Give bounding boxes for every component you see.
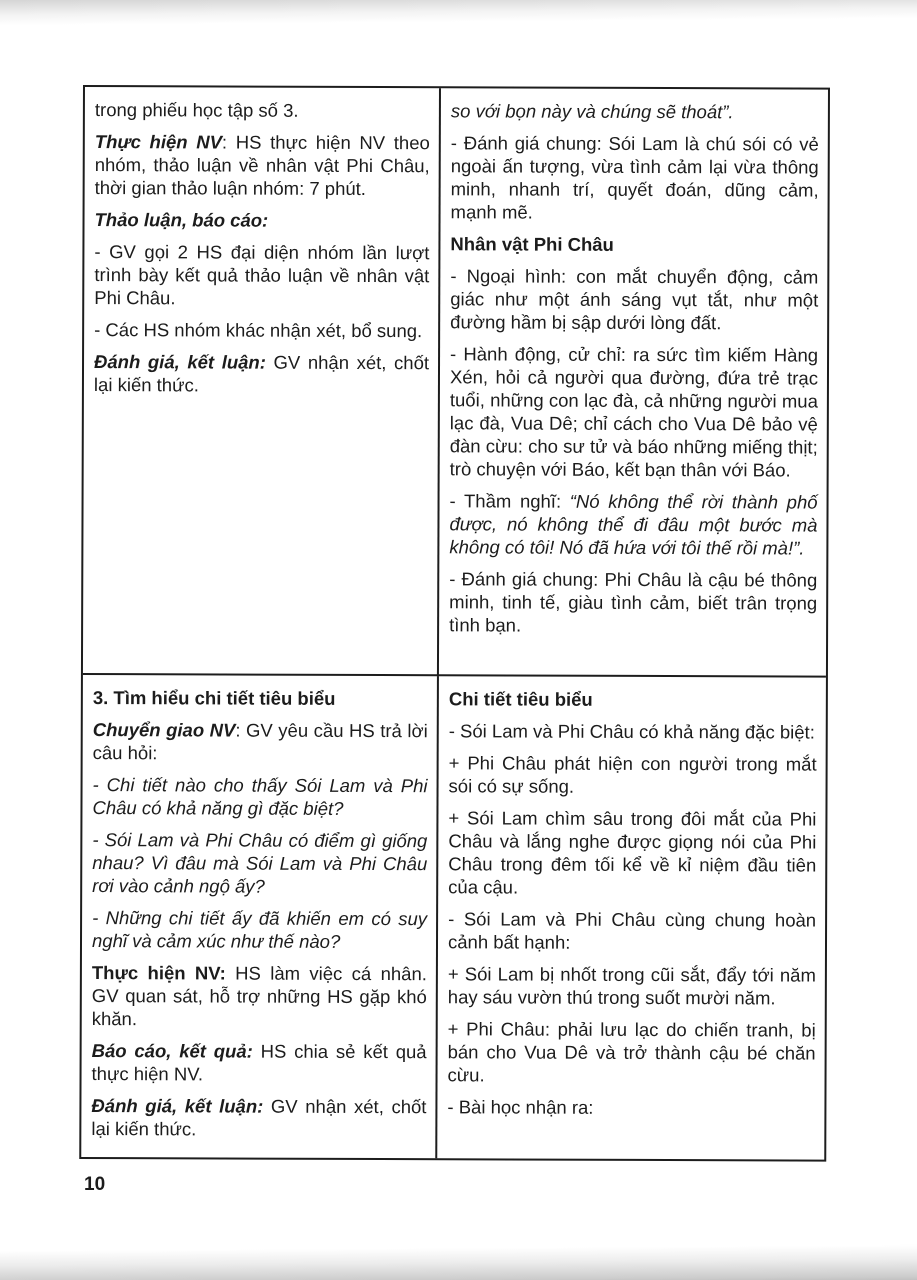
para-kha-nang-dac-biet: - Sói Lam và Phi Châu có khả năng đặc biệt: [448, 720, 815, 743]
para-gv-goi-2-hs: - GV gọi 2 HS đại diện nhóm lần lượt trình bày kết quả thảo luận về nhân vật Phi Châu. [94, 241, 430, 309]
run-danh-gia-2-lead: Đánh giá, kết luận: [91, 1095, 264, 1117]
para-soi-lam-chim-sau: + Sói Lam chìm sâu trong đôi mắt của Phi Châu và lắng nghe được giọng nói của Phi Châu trong đêm tối kể về kỉ niệm đầu tiên của cậu. [448, 807, 817, 898]
run-thuc-hien-2-lead: Thực hiện NV: [91, 962, 226, 984]
run-thuc-hien-2-rest: HS làm việc cá nhân. GV quan sát, hỗ trợ những HS gặp khó khăn. [91, 962, 427, 1030]
heading-chi-tiet-tieu-bieu: Chi tiết tiêu biểu [448, 688, 593, 710]
para-question-3: - Những chi tiết ấy đã khiến em có suy nghĩ và cảm xúc như thế nào? [91, 907, 428, 952]
table-row-2 [81, 675, 826, 1160]
para-bao-cao-ket-qua [92, 1039, 427, 1086]
para-ngoai-hinh: - Ngoại hình: con mắt chuyển động, cảm giác như một ánh sáng vụt tắt, như một đường hầm bị sập dưới lòng đất. [450, 265, 819, 334]
run-chuyen-giao-rest: : GV yêu cầu HS trả lời câu hỏi: [92, 719, 428, 764]
scan-edge-bottom [0, 1245, 917, 1280]
para-bai-hoc-nhan-ra: - Bài học nhận ra: [447, 1096, 594, 1118]
run-danh-gia-lead: Đánh giá, kết luận: [93, 351, 266, 373]
para-soi-lam-bi-nhot: + Sói Lam bị nhốt trong cũi sắt, đẩy tới năm hay sáu vườn thú trong suốt mười năm. [447, 963, 816, 1009]
heading-tim-hieu-chi-tiet: 3. Tìm hiểu chi tiết tiêu biểu [92, 687, 336, 709]
run-tham-nghi-lead: - Thầm nghĩ: [449, 490, 570, 512]
para-carryover-text: trong phiếu học tập số 3. [94, 99, 299, 121]
page-number: 10 [84, 1174, 106, 1195]
para-quote-continuation: so với bọn này và chúng sẽ thoát”. [450, 100, 734, 123]
run-tham-nghi-quote: “Nó không thể rời thành phố được, nó không thể đi đâu một bước mà không có tôi! Nó đã hứa với tôi thế rồi mà!”. [449, 490, 818, 559]
para-danh-gia-ket-luan-1 [94, 350, 429, 397]
para-thuc-hien-nv [95, 130, 430, 200]
lesson-plan-table [79, 85, 830, 1162]
para-thuc-hien-nv-2 [92, 961, 427, 1031]
para-danh-gia-phi-chau: - Đánh giá chung: Phi Châu là cậu bé thông minh, tinh tế, giàu tình cảm, biết trân trọng tình bạn. [449, 568, 818, 636]
run-danh-gia-rest: GV nhận xét, chốt lại kiến thức. [93, 351, 430, 396]
para-thao-luan-bao-cao: Thảo luận, báo cáo: [94, 209, 269, 231]
para-question-2: - Sói Lam và Phi Châu có điểm gì giống nhau? Vì đâu mà Sói Lam và Phi Châu rơi vào cảnh ngộ ấy? [92, 829, 428, 897]
row1-content-cell [439, 88, 828, 677]
para-cac-hs-nhom-khac: - Các HS nhóm khác nhận xét, bổ sung. [94, 319, 423, 342]
row1-activities-cell [83, 87, 441, 676]
para-chuyen-giao-nv [93, 718, 428, 765]
row2-content-cell [437, 676, 826, 1159]
para-phi-chau-luu-lac: + Phi Châu: phải lưu lạc do chiến tranh, bị bán cho Vua Dê và trở thành cậu bé chăn cừu. [447, 1018, 816, 1086]
scan-edge-top [0, 0, 917, 26]
run-danh-gia-2-rest: GV nhận xét, chốt lại kiến thức. [91, 1095, 427, 1140]
run-thuc-hien-nv-lead: Thực hiện NV [94, 131, 222, 153]
para-phi-chau-phat-hien: + Phi Châu phát hiện con người trong mắt sói có sự sống. [448, 752, 817, 797]
run-chuyen-giao-lead: Chuyển giao NV [92, 719, 236, 741]
heading-nhan-vat-phi-chau: Nhân vật Phi Châu [450, 233, 614, 255]
run-bao-cao-rest: HS chia sẻ kết quả thực hiện NV. [91, 1040, 427, 1085]
para-hanh-dong-cu-chi: - Hành động, cử chỉ: ra sức tìm kiếm Hàng Xén, hỏi cả người qua đường, đứa trẻ trạc tuổi, những con lạc đà, cả những người mua lạc đà, Vua Dê; chỉ cách cho Vua Dê bảo vệ đàn cừu: cho sư tử và báo những miếng thịt; trò chuyện với Báo, kết bạn thân với Báo. [449, 343, 819, 481]
para-tham-nghi [449, 489, 817, 559]
row2-activities-cell [81, 675, 439, 1158]
para-danh-gia-ket-luan-2 [91, 1094, 426, 1141]
para-danh-gia-soi-lam: - Đánh giá chung: Sói Lam là chú sói có vẻ ngoài ấn tượng, vừa tình cảm lại vừa thông minh, nhanh trí, quyết đoán, dũng cảm, mạnh mẽ. [450, 132, 819, 223]
run-bao-cao-lead: Báo cáo, kết quả: [91, 1040, 253, 1062]
table-row-1 [83, 87, 828, 678]
para-question-1: - Chi tiết nào cho thấy Sói Lam và Phi Châu có khả năng gì đặc biệt? [92, 774, 428, 819]
para-cung-chung-hoan-canh: - Sói Lam và Phi Châu cùng chung hoàn cảnh bất hạnh: [447, 908, 817, 953]
run-thuc-hien-nv-rest: : HS thực hiện NV theo nhóm, thảo luận về nhân vật Phi Châu, thời gian thảo luận nhóm: 7 phút. [94, 131, 430, 199]
